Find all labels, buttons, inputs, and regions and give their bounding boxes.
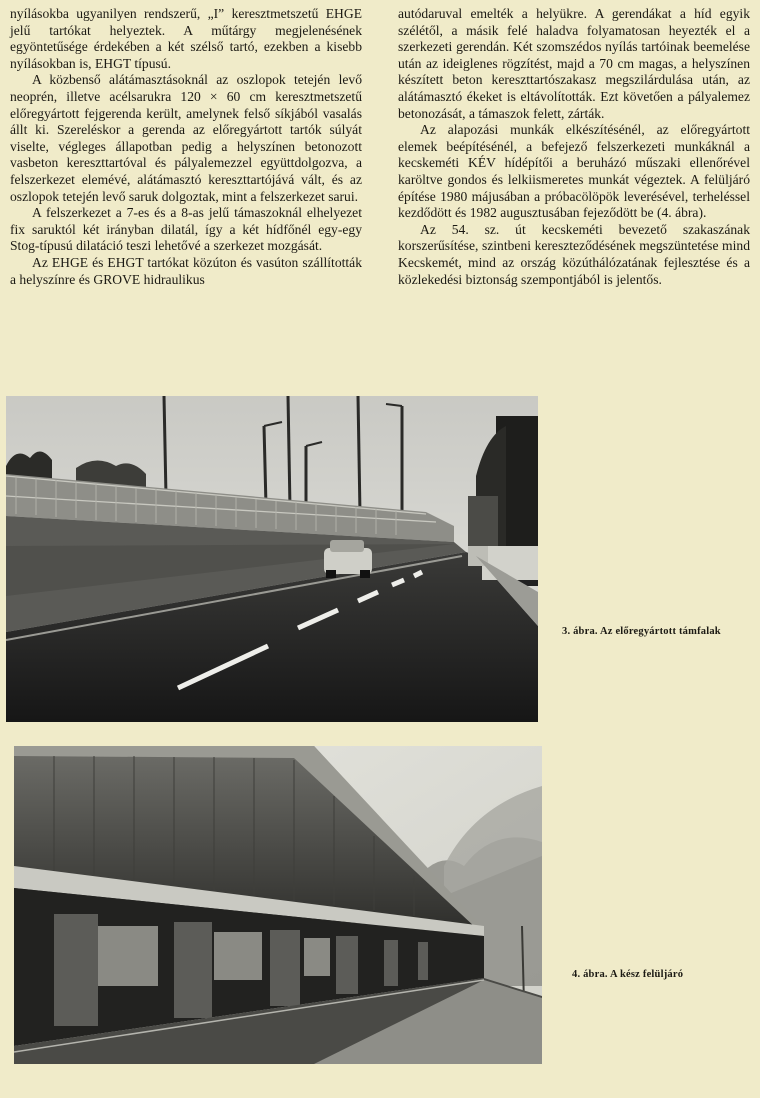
paragraph: Az 54. sz. út kecskeméti bevezető szakaszának korszerűsítése, szintbeni kereszteződésének megszüntetése mind Kecskemét, mind az ország közúthálózatának fejlesztése és a közlekedési biztonság szempontjából is jelentős. — [398, 221, 750, 287]
paragraph: nyílásokba ugyanilyen rendszerű, „I” keresztmetszetű EHGE jelű tartókat helyeztek. A műtárgy megjelenésének egyöntetűsége érdekében a két szélső tartó, ezekben a kisebb nyílásokban is, EHGT típusú. — [10, 6, 362, 71]
left-text-column — [10, 6, 362, 288]
figure-4-caption: 4. ábra. A kész felüljáró — [572, 969, 684, 980]
figure-4-photo — [14, 746, 542, 1064]
paragraph: Az EHGE és EHGT tartókat közúton és vasúton szállították a helyszínre és GROVE hidraulikus — [10, 254, 362, 287]
figure-3-caption: 3. ábra. Az előregyártott támfalak — [562, 626, 721, 637]
paragraph: Az alapozási munkák elkészítésénél, az előregyártott elemek beépítésénél, a befejező felszerkezeti munkáknál a kecskeméti KÉV hídépítői a beruházó műszaki ellenőrével karöltve gondos és lelkiismeretes munkát végeztek. A felüljáró építése 1980 májusában a próbacölöpök leverésével, terheléssel kezdődött és 1982 augusztusában fejeződött be (4. ábra). — [398, 122, 750, 221]
right-text-column — [398, 6, 750, 288]
paragraph: A közbenső alátámasztásoknál az oszlopok tetején levő neoprén, illetve acélsarukra 120 × 60 cm keresztmetszetű előregyártott fejgerenda került, amelynek felső síkjából vasalás állt ki. Szereléskor a gerenda az előregyártott tartók súlyát viselte, végleges állapotban pedig a helyszínen betonozott vasbeton kereszttartóval és pályalemezzel együttdolgozva, a felszerkezet elemévé, alátámasztó kereszttartójává vált, és az oszlopok tetején levő saruk dolgoztak, mint a felszerkezet sarui. — [10, 72, 362, 204]
figure-3-photo — [6, 396, 538, 722]
paragraph: A felszerkezet a 7-es és a 8-as jelű támaszoknál elhelyezet fix saruktól két irányban dilatál, így a két hídfőnél egy-egy Stog-típusú dilatáció teszi lehetővé a szerkezet mozgását. — [10, 205, 362, 254]
paragraph: autódaruval emelték a helyükre. A gerendákat a híd egyik szélétől, a másik felé haladva folyamatosan heyezték el a szerkezeti gerendán. Két szomszédos nyílás tartóinak beemelése után az ideiglenes rögzítést, majd a 70 cm magas, a helyszínen készített beton kereszttartószakasz megszilárdulása után, az alátámasztó ékeket is eltávolították. Ezt követően a pályalemez betonozását, a támaszok felett, zárták. — [398, 6, 750, 121]
